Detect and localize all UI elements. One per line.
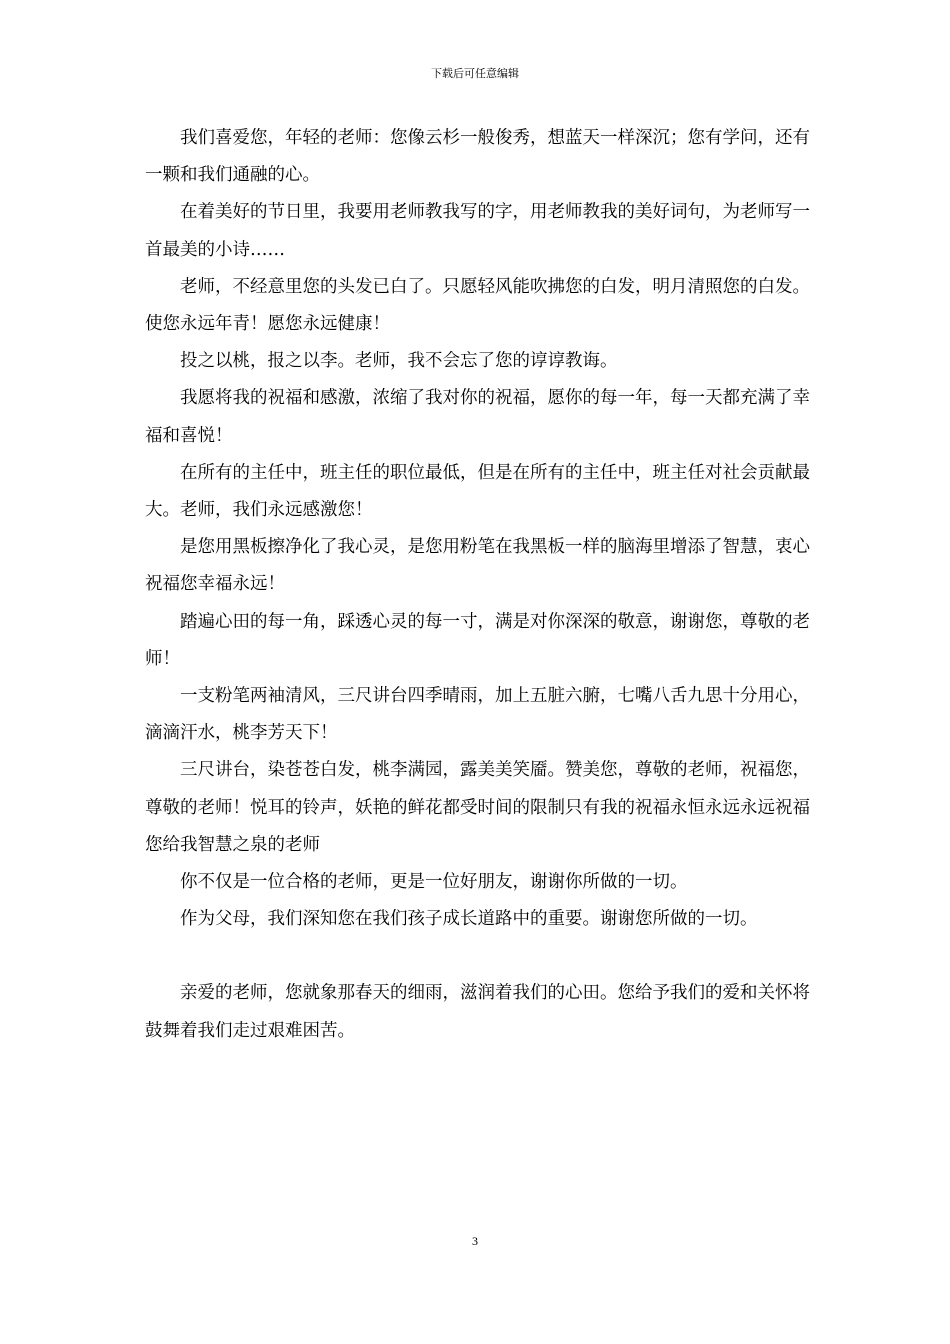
paragraph: 三尺讲台，染苍苍白发，桃李满园，露美美笑靥。赞美您，尊敬的老师，祝福您，尊敬的老师！悦耳的铃声，妖艳的鲜花都受时间的限制只有我的祝福永恒永远永远祝福您给我智慧之泉的老师: [145, 760, 810, 855]
blank-line: [145, 938, 817, 975]
paragraph: 投之以桃，报之以李。老师，我不会忘了您的谆谆教诲。: [180, 351, 618, 372]
paragraph: 老师，不经意里您的头发已白了。只愿轻风能吹拂您的白发，明月清照您的白发。使您永远年青！愿您永远健康！: [145, 276, 810, 335]
paragraph: 你不仅是一位合格的老师，更是一位好朋友，谢谢你所做的一切。: [180, 872, 688, 893]
page-header: 下载后可任意编辑: [431, 67, 519, 80]
page-number: 3: [472, 1234, 478, 1248]
paragraph: 作为父母，我们深知您在我们孩子成长道路中的重要。谢谢您所做的一切。: [180, 909, 758, 930]
paragraph: 我们喜爱您，年轻的老师：您像云杉一般俊秀，想蓝天一样深沉；您有学问，还有一颗和我们通融的心。: [145, 128, 810, 186]
paragraph: 在着美好的节日里，我要用老师教我写的字，用老师教我的美好词句，为老师写一首最美的小诗……: [145, 202, 810, 260]
paragraph: 一支粉笔两袖清风，三尺讲台四季晴雨，加上五脏六腑，七嘴八舌九思十分用心，滴滴汗水，桃李芳天下！: [145, 686, 810, 744]
paragraph: 亲爱的老师，您就象那春天的细雨，滋润着我们的心田。您给予我们的爱和关怀将鼓舞着我们走过艰难困苦。: [145, 983, 810, 1041]
paragraph: 在所有的主任中，班主任的职位最低，但是在所有的主任中，班主任对社会贡献最大。老师，我们永远感激您！: [145, 462, 810, 521]
paragraph: 是您用黑板擦净化了我心灵，是您用粉笔在我黑板一样的脑海里增添了智慧，衷心祝福您幸福永远！: [145, 537, 810, 595]
paragraph: 我愿将我的祝福和感激，浓缩了我对你的祝福，愿你的每一年，每一天都充满了幸福和喜悦！: [145, 388, 810, 446]
document-body: [145, 120, 817, 1050]
paragraph: 踏遍心田的每一角，踩透心灵的每一寸，满是对你深深的敬意，谢谢您，尊敬的老师！: [145, 611, 810, 669]
